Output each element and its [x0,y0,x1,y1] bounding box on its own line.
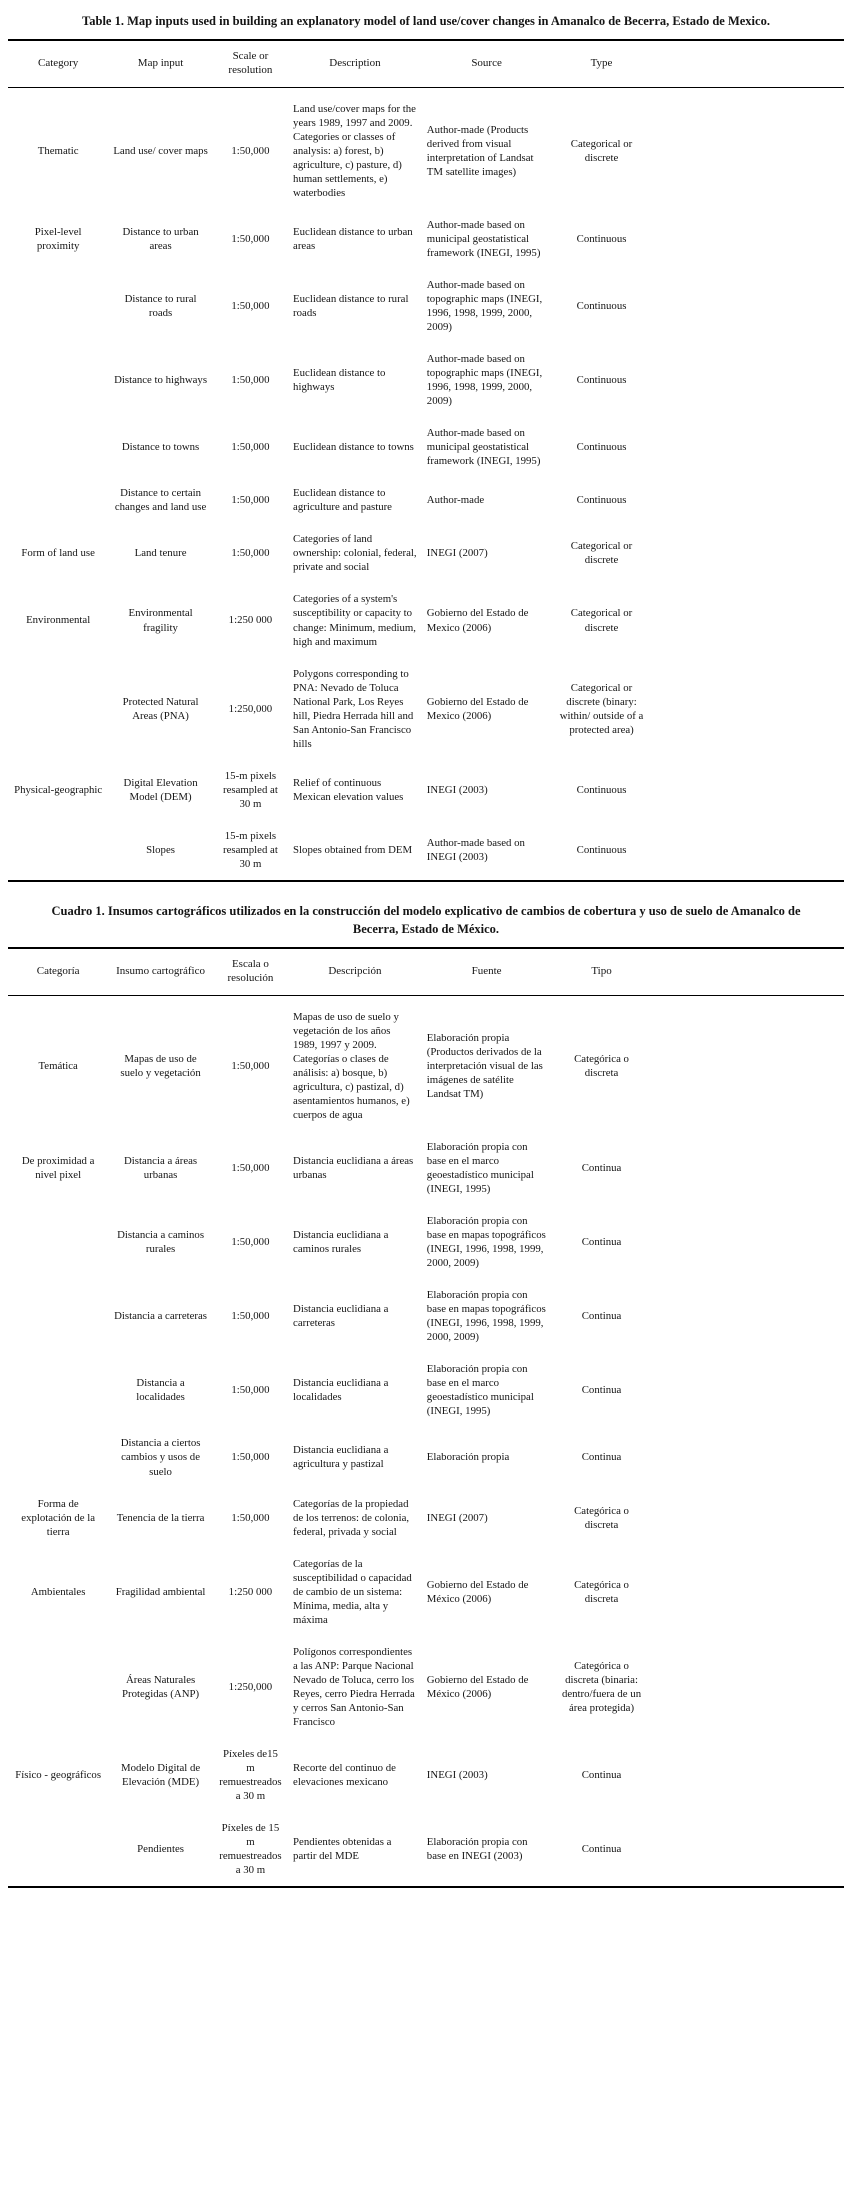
cell-description: Categories of land ownership: colonial, federal, private and social [293,533,417,574]
cell-description: Distancia euclidiana a agricultura y pastizal [293,1444,389,1471]
cell-map-input: Áreas Naturales Protegidas (ANP) [122,1673,200,1700]
cell-source: INEGI (2007) [426,547,488,560]
cell-source: Author-made (Products derived from visual interpretation of Landsat TM satellite images) [426,123,534,178]
cell-description: Distancia euclidiana a localidades [293,1377,389,1404]
cell-description: Distancia euclidiana a carreteras [293,1303,389,1330]
cell-description: Slopes obtained from DEM [293,843,413,856]
cell-scale: 1:50,000 [231,494,270,507]
cell-description: Categorías de la propiedad de los terrenos: de colonia, federal, privada y social [293,1497,410,1538]
cell-source: Author-made [426,494,485,507]
cell-scale: 1:250 000 [228,1585,273,1598]
cell-description: Polygons corresponding to PNA: Nevado de Toluca National Park, Los Reyes hill, Piedra Herrada hill and San Antonio-San Francisco hills [293,667,414,750]
column-header-source: Fuente [422,948,552,995]
cell-type: Continuous [576,232,627,245]
table-row [8,87,844,209]
table-title-english: Table 1. Map inputs used in building an explanatory model of land use/cover changes in Amanalco de Becerra, Estado de Mexico. [82,14,770,28]
cell-source: Gobierno del Estado de México (2006) [426,1578,529,1605]
cell-map-input: Digital Elevation Model (DEM) [123,776,198,803]
cell-description: Distancia euclidiana a áreas urbanas [293,1154,414,1181]
cell-map-input: Distance to highways [114,374,208,387]
cell-source: Author-made based on topographic maps (INEGI, 1996, 1998, 1999, 2000, 2009) [426,353,543,408]
table-section-spanish [8,900,844,1888]
table-row [8,820,844,881]
cell-map-input: Tenencia de la tierra [116,1511,205,1524]
column-header-description: Descripción [288,948,422,995]
cell-scale: Píxeles de15 m remuestreados a 30 m [219,1747,282,1803]
table-row [8,523,844,583]
table-row [8,583,844,657]
cell-category: Forma de explotación de la tierra [21,1497,96,1538]
cell-spacer [652,343,844,417]
cell-scale: 15-m pixels resampled at 30 m [222,769,278,810]
cell-scale: 15-m pixels resampled at 30 m [222,829,278,870]
cell-map-input: Environmental fragility [128,607,193,634]
cell-source: Elaboración propia con base en INEGI (2003) [426,1836,528,1863]
cell-scale: 1:50,000 [231,441,270,454]
cell-scale: 1:250,000 [228,1680,273,1693]
column-header-source: Source [422,40,552,87]
cell-category [8,1353,108,1427]
cell-scale: 1:50,000 [231,1511,270,1524]
cell-spacer [652,995,844,1131]
table-title-spanish: Cuadro 1. Insumos cartográficos utilizados en la construcción del modelo explicativo de cambios de cobertura y uso de suelo de Amanalco de Becerra, Estado de México. [51,903,801,937]
cell-category: Temática [38,1059,78,1072]
table-row [8,269,844,343]
cell-category [8,417,108,477]
cell-description: Euclidean distance to urban areas [293,225,413,252]
cell-category: Form of land use [21,547,95,560]
cell-map-input: Distancia a carreteras [114,1310,208,1323]
cell-spacer [652,523,844,583]
cell-description: Euclidean distance to highways [293,367,386,394]
column-header-category: Category [8,40,108,87]
cell-category [8,269,108,343]
cell-spacer [652,1205,844,1279]
cell-type: Continua [581,1161,622,1174]
cell-spacer [652,1427,844,1487]
cell-scale: 1:50,000 [231,1161,270,1174]
cell-scale: 1:50,000 [231,547,270,560]
cell-category [8,1636,108,1738]
cell-map-input: Pendientes [137,1843,184,1856]
table-section-english [8,10,844,882]
cell-description: Categories of a system's susceptibility or capacity to change: Minimum, medium, high and maximum [293,593,416,648]
column-spacer [652,40,844,87]
cell-scale: 1:50,000 [231,299,270,312]
column-header-type: Type [551,40,651,87]
table-row [8,1738,844,1812]
cell-source: INEGI (2007) [426,1511,488,1524]
cell-scale: 1:50,000 [231,144,270,157]
column-spacer [652,948,844,995]
cell-source: Gobierno del Estado de Mexico (2006) [426,607,529,634]
cell-type: Continuous [576,843,627,856]
cell-source: Elaboración propia con base en el marco geoestadístico municipal (INEGI, 1995) [426,1140,534,1196]
table-row [8,1488,844,1548]
column-header-map-input: Map input [108,40,213,87]
column-header-scale: Scale or resolution [213,40,288,87]
cell-type: Categorical or discrete [570,137,633,164]
table-row [8,477,844,523]
table-row [8,1279,844,1353]
cell-scale: 1:50,000 [231,1451,270,1464]
cell-category [8,820,108,881]
cell-spacer [652,1636,844,1738]
cell-type: Continuous [576,374,627,387]
cell-type: Continua [581,1310,622,1323]
column-header-category: Categoría [8,948,108,995]
cell-spacer [652,1812,844,1887]
cell-source: Elaboración propia con base en mapas topográficos (INEGI, 1996, 1998, 1999, 2000, 2009) [426,1289,546,1344]
cell-spacer [652,1738,844,1812]
cell-category [8,477,108,523]
header-row [8,948,844,995]
cell-source: Elaboración propia [426,1451,510,1464]
column-header-type: Tipo [551,948,651,995]
cell-source: Elaboración propia (Productos derivados de la interpretación visual de las imágenes de satélite Landsat TM) [426,1031,543,1100]
cell-description: Categorías de la susceptibilidad o capacidad de cambio de un sistema: Mínima, media, alta y máxima [293,1557,412,1626]
cell-spacer [652,269,844,343]
table-row [8,209,844,269]
cell-type: Categorical or discrete [570,607,633,634]
cell-map-input: Distance to towns [121,441,200,454]
table-row [8,995,844,1131]
cell-source: Gobierno del Estado de México (2006) [426,1673,529,1700]
cell-type: Continua [581,1451,622,1464]
table-row [8,1548,844,1636]
table-row [8,1636,844,1738]
table-row [8,1427,844,1487]
cell-spacer [652,417,844,477]
cell-type: Categórica o discreta [574,1578,629,1605]
cell-source: Elaboración propia con base en el marco geoestadístico municipal (INEGI, 1995) [426,1363,534,1418]
cell-type: Continua [581,1843,622,1856]
cell-type: Continua [581,1236,622,1249]
cell-description: Euclidean distance to towns [293,441,414,454]
cell-source: INEGI (2003) [426,1769,488,1782]
cell-source: INEGI (2003) [426,783,488,796]
header-row [8,40,844,87]
column-header-scale: Escala o resolución [213,948,288,995]
cell-type: Continuous [576,494,627,507]
cell-source: Author-made based on municipal geostatistical framework (INEGI, 1995) [426,427,541,468]
cell-map-input: Fragilidad ambiental [115,1585,206,1598]
cell-map-input: Modelo Digital de Elevación (MDE) [120,1762,201,1789]
cell-scale: 1:50,000 [231,232,270,245]
cell-description: Mapas de uso de suelo y vegetación de los años 1989, 1997 y 2009. Categorías o clases de análisis: a) bosque, b) agricultura, c) pastizal, d) asentamientos humanos, e) cuerpos de agua [293,1010,410,1121]
cell-map-input: Slopes [146,843,175,856]
table-row [8,1812,844,1887]
cell-description: Recorte del continuo de elevaciones mexicano [293,1762,396,1789]
cell-spacer [652,87,844,209]
cell-category: De proximidad a nivel pixel [21,1154,95,1181]
cell-source: Elaboración propia con base en mapas topográficos (INEGI, 1996, 1998, 1999, 2000, 2009) [426,1215,546,1270]
cell-map-input: Distancia a localidades [136,1377,185,1404]
cell-scale: 1:50,000 [231,1236,270,1249]
cell-description: Polígonos correspondientes a las ANP: Parque Nacional Nevado de Toluca, cerro los Reyes, cerro Piedra Herrada y cerros San Antonio-San Francisco [293,1645,415,1728]
cell-category [8,1812,108,1887]
table-row [8,1131,844,1205]
cell-scale: 1:250,000 [228,702,273,715]
data-table-spanish [8,947,844,1888]
cell-spacer [652,583,844,657]
cell-type: Continuous [576,783,627,796]
cell-type: Categorical or discrete [570,540,633,567]
cell-source: Author-made based on topographic maps (INEGI, 1996, 1998, 1999, 2000, 2009) [426,278,543,334]
column-header-description: Description [288,40,422,87]
cell-type: Categórica o discreta [574,1504,629,1531]
cell-type: Continuous [576,299,627,312]
data-table-english [8,39,844,882]
cell-map-input: Distance to rural roads [124,292,197,319]
cell-spacer [652,1279,844,1353]
table-row [8,658,844,760]
table-row [8,760,844,820]
table-row [8,1205,844,1279]
cell-map-input: Protected Natural Areas (PNA) [122,695,199,722]
cell-category [8,1205,108,1279]
cell-description: Euclidean distance to agriculture and pasture [293,487,392,514]
cell-spacer [652,1131,844,1205]
cell-map-input: Distance to certain changes and land use [114,487,207,514]
cell-source: Author-made based on municipal geostatistical framework (INEGI, 1995) [426,218,541,259]
cell-map-input: Distancia a caminos rurales [117,1229,205,1256]
cell-spacer [652,1353,844,1427]
cell-scale: Píxeles de 15 m remuestreados a 30 m [219,1822,282,1877]
cell-category [8,343,108,417]
cell-category: Physical-geographic [14,783,103,796]
cell-type: Continua [581,1384,622,1397]
cell-map-input: Distancia a áreas urbanas [123,1154,198,1181]
cell-scale: 1:50,000 [231,1059,270,1072]
cell-description: Relief of continuous Mexican elevation values [293,776,404,803]
cell-map-input: Distancia a ciertos cambios y usos de suelo [120,1437,201,1478]
cell-spacer [652,1488,844,1548]
table-row [8,417,844,477]
cell-type: Continua [581,1769,622,1782]
cell-spacer [652,209,844,269]
cell-category [8,1279,108,1353]
cell-map-input: Distance to urban areas [122,225,199,252]
cell-type: Categórica o discreta (binaria: dentro/fuera de un área protegida) [561,1659,642,1714]
cell-description: Distancia euclidiana a caminos rurales [293,1229,389,1256]
column-header-map-input: Insumo cartográfico [108,948,213,995]
cell-spacer [652,1548,844,1636]
cell-map-input: Land use/ cover maps [113,144,208,157]
cell-type: Categorical or discrete (binary: within/ outside of a protected area) [559,681,644,736]
cell-category: Ambientales [30,1585,86,1598]
cell-map-input: Mapas de uso de suelo y vegetación [120,1052,201,1079]
table-row [8,1353,844,1427]
cell-category: Pixel-level proximity [34,225,82,252]
cell-spacer [652,820,844,881]
cell-scale: 1:50,000 [231,374,270,387]
cell-spacer [652,760,844,820]
cell-source: Author-made based on INEGI (2003) [426,836,525,863]
cell-type: Continuous [576,441,627,454]
table-row [8,343,844,417]
cell-scale: 1:50,000 [231,1384,270,1397]
cell-category: Físico - geográficos [15,1769,102,1782]
cell-scale: 1:250 000 [228,614,273,627]
cell-category [8,658,108,760]
cell-spacer [652,477,844,523]
cell-category: Thematic [37,144,79,157]
cell-map-input: Land tenure [134,547,187,560]
cell-description: Pendientes obtenidas a partir del MDE [293,1836,392,1863]
cell-category: Environmental [26,614,91,627]
cell-scale: 1:50,000 [231,1310,270,1323]
cell-category [8,1427,108,1487]
cell-spacer [652,658,844,760]
cell-description: Euclidean distance to rural roads [293,292,409,319]
cell-source: Gobierno del Estado de Mexico (2006) [426,695,529,722]
cell-type: Categórica o discreta [574,1052,629,1079]
cell-description: Land use/cover maps for the years 1989, 1997 and 2009. Categories or classes of analysis: a) forest, b) agriculture, c) pasture, d) human settlements, e) waterbodies [293,102,416,199]
